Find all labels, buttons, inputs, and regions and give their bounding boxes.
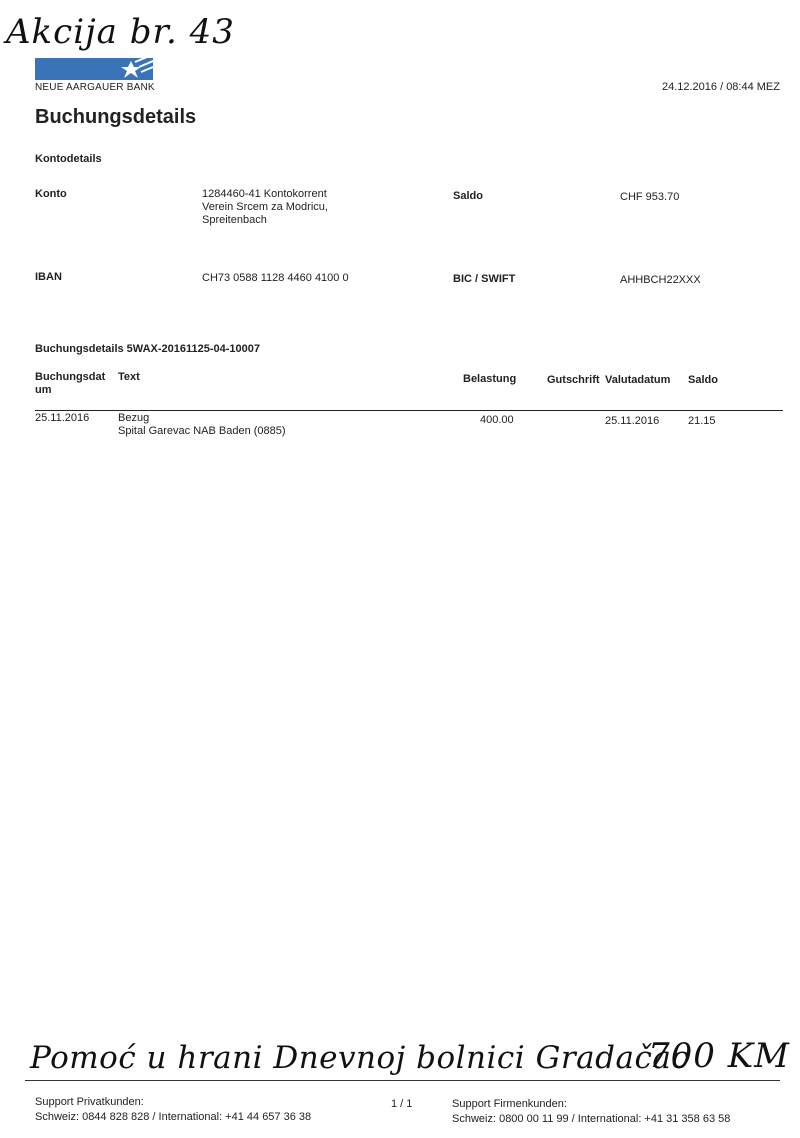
- table-header-divider: [35, 410, 783, 411]
- row-date: 25.11.2016: [35, 412, 90, 424]
- saldo-label: Saldo: [453, 190, 483, 202]
- handwritten-underline: [25, 1080, 780, 1081]
- handwritten-header: Akcija br. 43: [6, 12, 235, 52]
- footer-business-label: Support Firmenkunden:: [452, 1098, 567, 1110]
- page-number: 1 / 1: [391, 1098, 413, 1110]
- konto-value: [202, 188, 328, 227]
- handwritten-note: Pomoć u hrani Dnevnoj bolnici Gradačac: [30, 1040, 690, 1076]
- col-gutschrift: Gutschrift: [547, 374, 600, 386]
- footer-private-numbers: Schweiz: 0844 828 828 / International: +41 44 657 36 38: [35, 1111, 312, 1123]
- col-belastung: Belastung: [463, 373, 517, 385]
- iban-value: CH73 0588 1128 4460 4100 0: [202, 272, 349, 284]
- col-buchungsdatum: [35, 371, 105, 397]
- row-text: [118, 412, 286, 438]
- bic-value: AHHBCH22XXX: [620, 274, 701, 286]
- iban-label: IBAN: [35, 271, 62, 283]
- konto-line: 1284460-41 Kontokorrent: [202, 188, 327, 200]
- bic-label: BIC / SWIFT: [453, 273, 516, 285]
- row-text-line: Spital Garevac NAB Baden (0885): [118, 425, 286, 437]
- saldo-value: CHF 953.70: [620, 191, 680, 203]
- konto-line: Spreitenbach: [202, 214, 267, 226]
- footer-business-support: [452, 1097, 730, 1127]
- kontodetails-heading: Kontodetails: [35, 153, 102, 165]
- handwritten-amount: 700 KM: [648, 1036, 790, 1076]
- footer-private-label: Support Privatkunden:: [35, 1096, 144, 1108]
- col-saldo: Saldo: [688, 374, 718, 386]
- footer-business-numbers: Schweiz: 0800 00 11 99 / International: +41 31 358 63 58: [452, 1113, 731, 1125]
- col-text: Text: [118, 371, 140, 383]
- row-text-line: Bezug: [118, 412, 150, 424]
- col-valutadatum: Valutadatum: [605, 374, 671, 386]
- booking-heading: Buchungsdetails 5WAX-20161125-04-10007: [35, 343, 261, 355]
- konto-line: Verein Srcem za Modricu,: [202, 201, 328, 213]
- bank-logo: [35, 58, 153, 80]
- col-buchungsdatum-line: Buchungsdat: [35, 371, 106, 383]
- row-valutadatum: 25.11.2016: [605, 415, 660, 427]
- col-buchungsdatum-line: um: [35, 384, 52, 396]
- konto-label: Konto: [35, 188, 67, 200]
- footer-private-support: [35, 1095, 311, 1125]
- print-timestamp: 24.12.2016 / 08:44 MEZ: [661, 81, 780, 93]
- bank-name: NEUE AARGAUER BANK: [35, 82, 155, 93]
- row-belastung: 400.00: [480, 414, 514, 426]
- page-title: Buchungsdetails: [35, 106, 197, 128]
- star-icon: [121, 61, 141, 78]
- row-saldo: 21.15: [688, 415, 716, 427]
